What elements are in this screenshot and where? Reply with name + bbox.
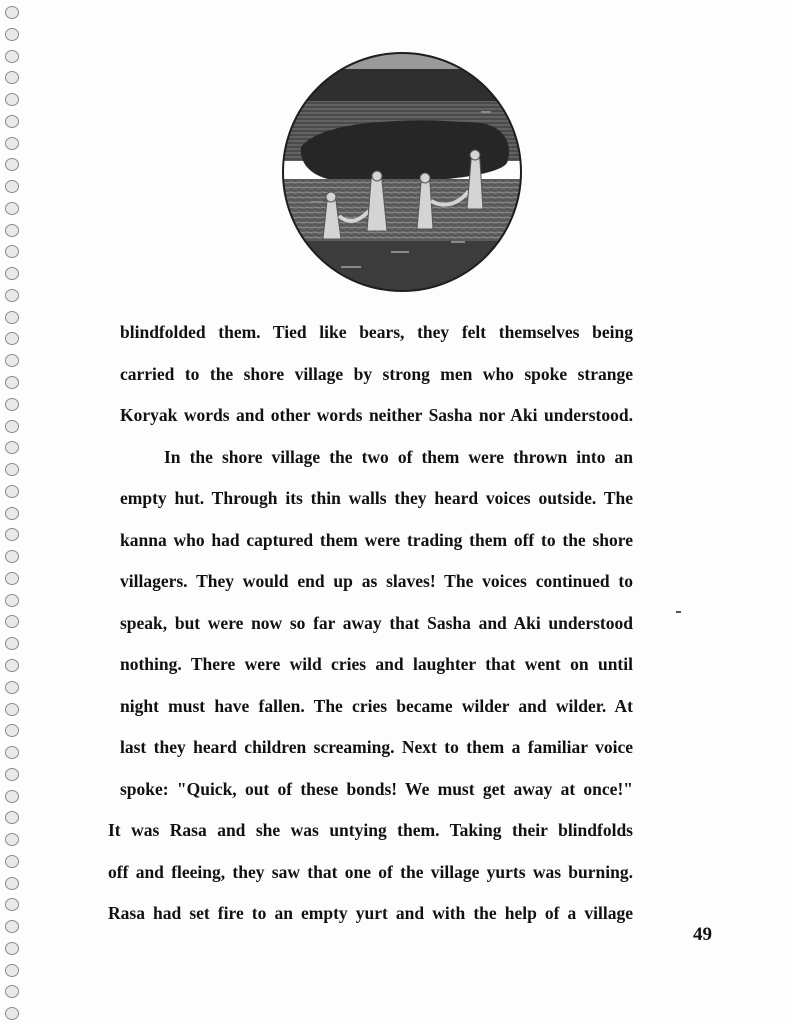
binding-hole (5, 115, 19, 128)
text-line: speak, but were now so far away that Sasha and Aki understood (120, 612, 633, 633)
binding-hole (5, 637, 19, 650)
binding-hole (5, 855, 19, 868)
binding-hole (5, 964, 19, 977)
spiral-binding (3, 0, 25, 1023)
text-line: nothing. There were wild cries and laughter that went on until (120, 654, 633, 674)
binding-hole (5, 376, 19, 389)
binding-hole (5, 245, 19, 258)
binding-hole (5, 485, 19, 498)
page-number: 49 (693, 924, 712, 945)
text-line: spoke: "Quick, out of these bonds! We must get away at once!" (120, 778, 633, 799)
binding-hole (5, 898, 19, 911)
body-text (108, 312, 633, 935)
binding-hole (5, 180, 19, 193)
text-line-paragraph-start: In the shore village the two of them were thrown into an (164, 446, 633, 467)
binding-hole (5, 6, 19, 19)
scan-speck (676, 611, 681, 613)
illustration-image (281, 51, 523, 293)
binding-hole (5, 1007, 19, 1020)
binding-hole (5, 746, 19, 759)
binding-hole (5, 615, 19, 628)
binding-hole (5, 681, 19, 694)
binding-hole (5, 158, 19, 171)
text-line: night must have fallen. The cries became wilder and wilder. At (120, 695, 633, 716)
binding-hole (5, 50, 19, 63)
binding-hole (5, 441, 19, 454)
binding-hole (5, 311, 19, 324)
binding-hole (5, 332, 19, 345)
binding-hole (5, 703, 19, 716)
text-line: Rasa had set fire to an empty yurt and with the help of a village (108, 903, 633, 923)
binding-hole (5, 985, 19, 998)
binding-hole (5, 398, 19, 411)
binding-hole (5, 920, 19, 933)
binding-hole (5, 420, 19, 433)
text-line: villagers. They would end up as slaves! The voices continued to (120, 571, 633, 591)
text-line: Koryak words and other words neither Sasha nor Aki understood. (120, 405, 633, 425)
binding-hole (5, 224, 19, 237)
text-line: off and fleeing, they saw that one of the village yurts was burning. (108, 861, 633, 882)
binding-hole (5, 507, 19, 520)
binding-hole (5, 790, 19, 803)
binding-hole (5, 572, 19, 585)
text-line: carried to the shore village by strong men who spoke strange (120, 363, 633, 384)
text-line: It was Rasa and she was untying them. Taking their blindfolds (108, 820, 633, 840)
binding-hole (5, 202, 19, 215)
binding-hole (5, 463, 19, 476)
binding-hole (5, 137, 19, 150)
binding-hole (5, 71, 19, 84)
circular-illustration (281, 51, 523, 293)
binding-hole (5, 267, 19, 280)
binding-hole (5, 877, 19, 890)
text-line: kanna who had captured them were trading them off to the shore (120, 529, 633, 550)
binding-hole (5, 659, 19, 672)
binding-hole (5, 811, 19, 824)
binding-hole (5, 289, 19, 302)
binding-hole (5, 550, 19, 563)
binding-hole (5, 594, 19, 607)
text-line: blindfolded them. Tied like bears, they felt themselves being (120, 322, 633, 342)
binding-hole (5, 724, 19, 737)
binding-hole (5, 528, 19, 541)
binding-hole (5, 354, 19, 367)
text-line: empty hut. Through its thin walls they heard voices outside. The (120, 488, 633, 508)
binding-hole (5, 93, 19, 106)
text-line: last they heard children screaming. Next to them a familiar voice (120, 737, 633, 757)
binding-hole (5, 833, 19, 846)
binding-hole (5, 942, 19, 955)
binding-hole (5, 28, 19, 41)
binding-hole (5, 768, 19, 781)
